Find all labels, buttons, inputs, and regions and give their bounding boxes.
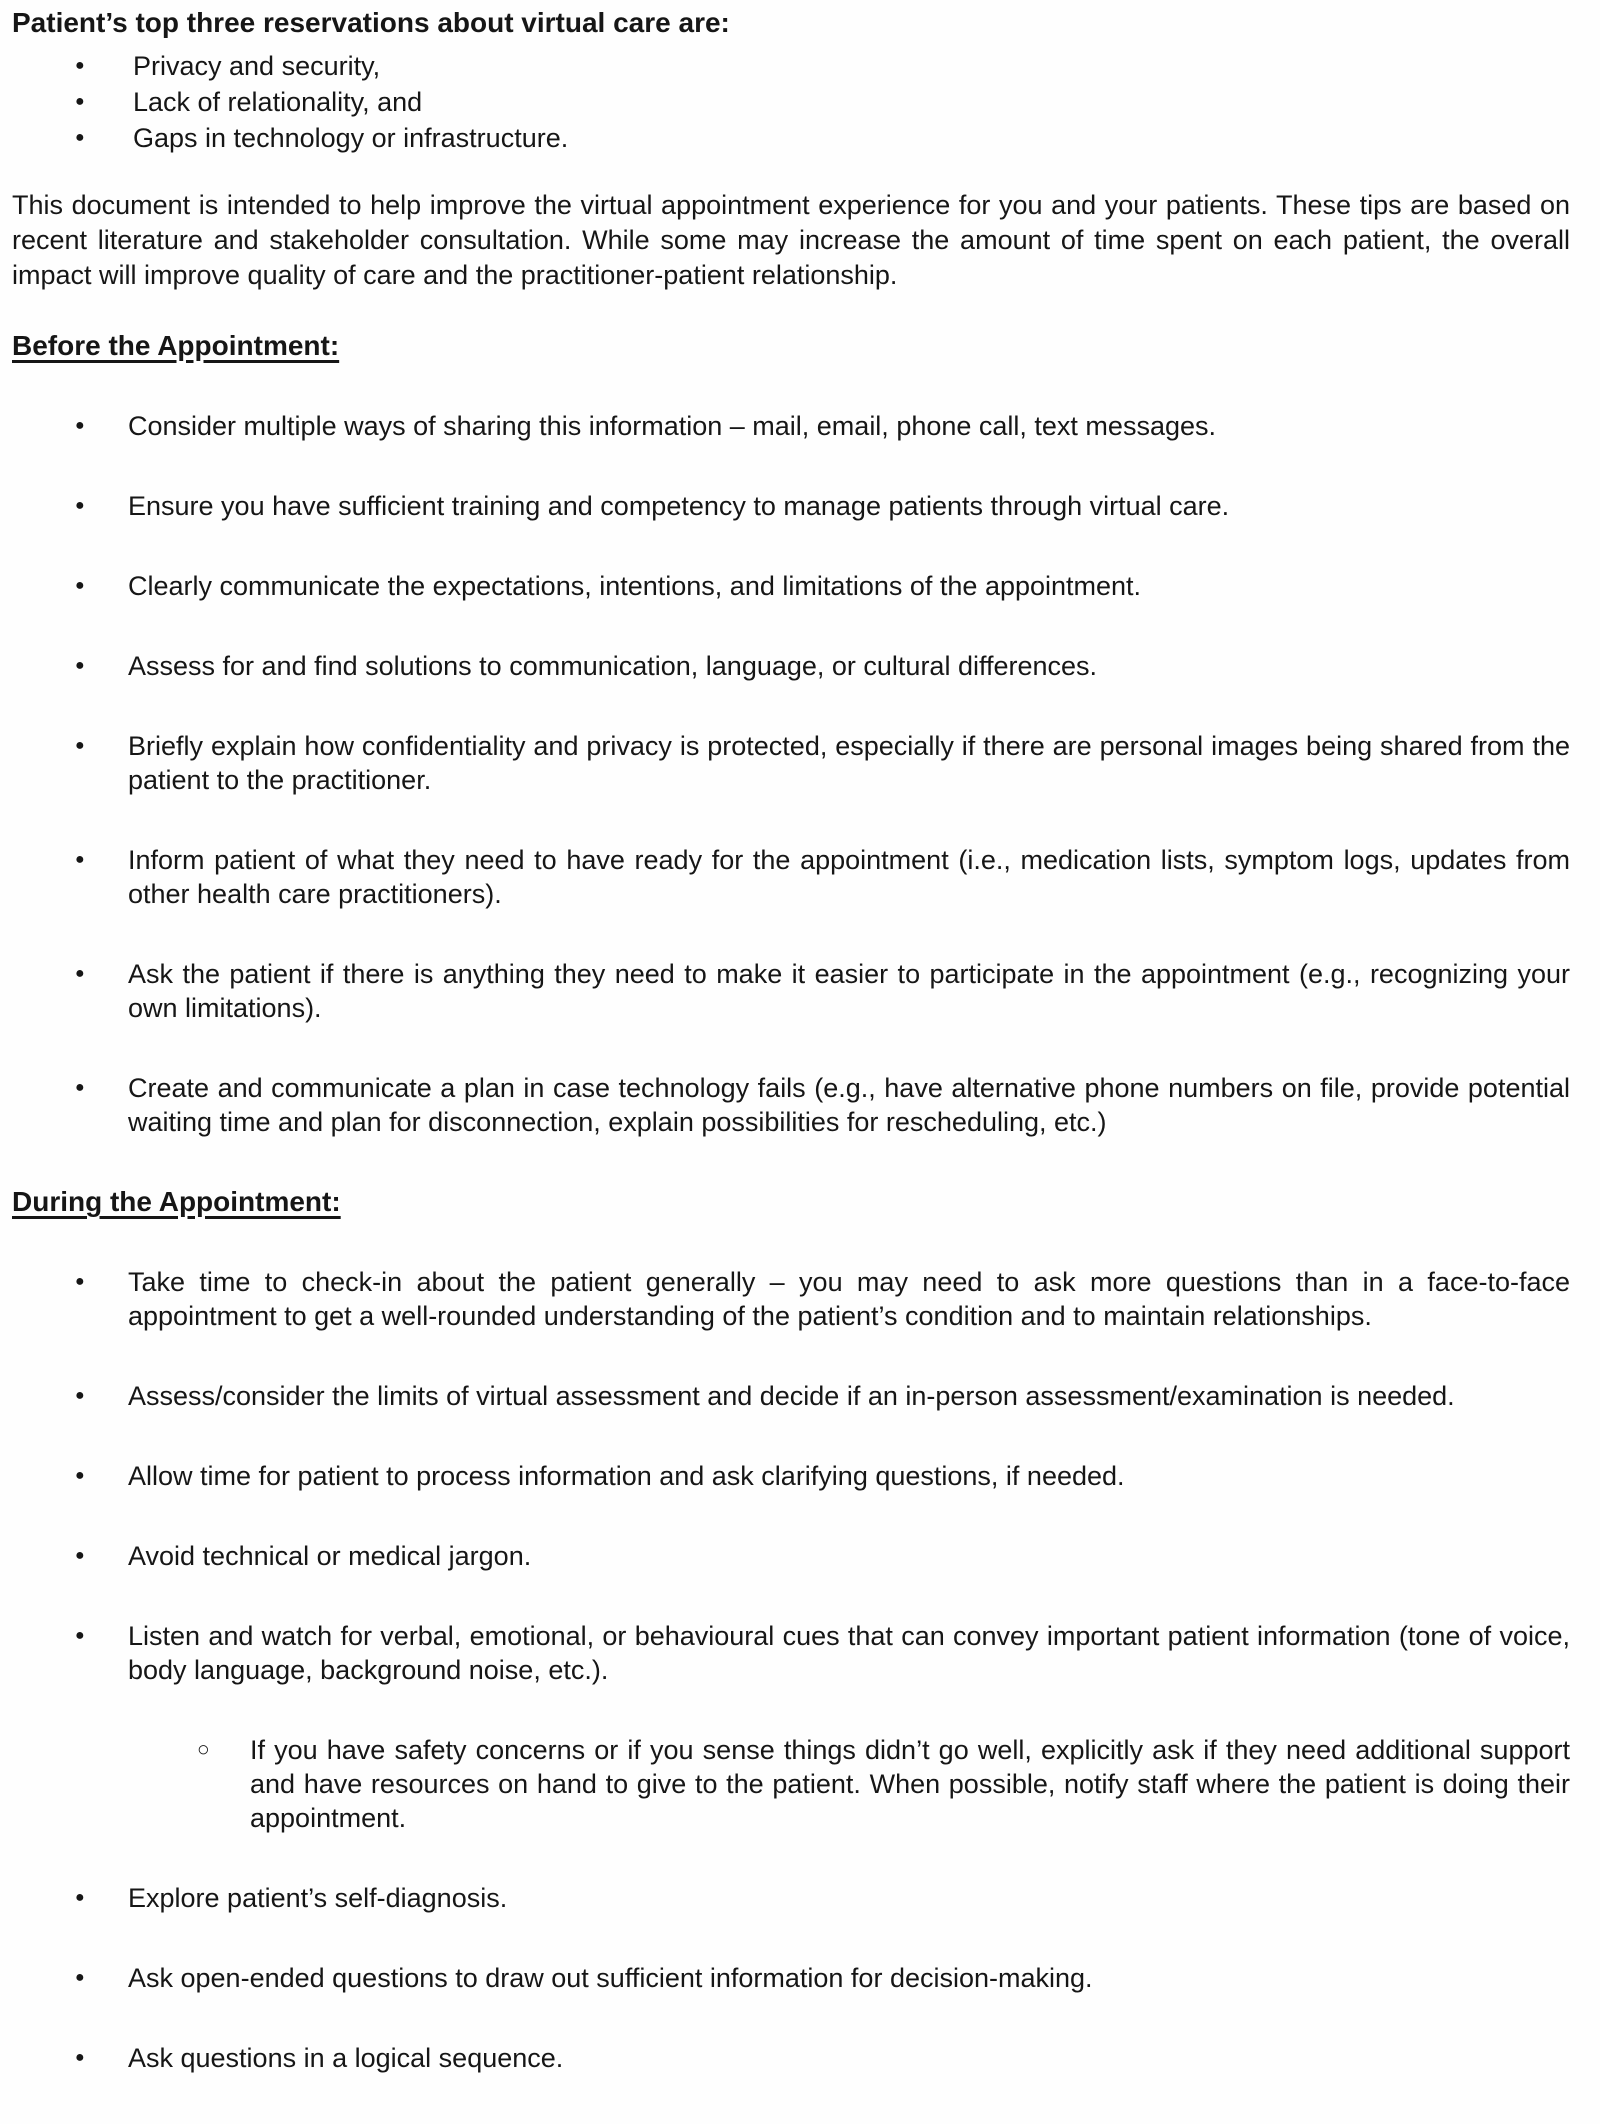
bullet-item: [12, 1071, 1570, 1139]
bullet-text: Allow time for patient to process information and ask clarifying questions, if needed.: [128, 1461, 1125, 1491]
bullet-item: [12, 1265, 1570, 1333]
sub-bullet-item: [12, 1733, 1570, 1835]
bullet-icon: ●: [75, 737, 85, 754]
intro-paragraph: This document is intended to help improve the virtual appointment experience for you and your patients. These tips are based on recent literature and stakeholder consultation. While some may increase the amount of time spent on each patient, the overall impact will improve quality of care and the practitioner-patient relationship.: [12, 190, 1570, 290]
bullet-icon: ●: [75, 577, 85, 594]
bullet-icon: ●: [75, 965, 85, 982]
bullet-item: [12, 729, 1570, 797]
bullet-item: [12, 1881, 1570, 1915]
bullet-icon: ●: [75, 851, 85, 868]
bullet-text: Assess for and find solutions to communication, language, or cultural differences.: [128, 651, 1098, 681]
bullet-icon: ●: [75, 1273, 85, 1290]
bullet-item: [12, 1539, 1570, 1573]
sub-bullet-text: If you have safety concerns or if you sense things didn’t go well, explicitly ask if they need additional support and have resources on hand to give to the patient. When possible, notify staff where the patient is doing their appointment.: [250, 1735, 1570, 1833]
intro-heading: Patient’s top three reservations about virtual care are:: [12, 7, 730, 38]
bullet-text: Ask the patient if there is anything they need to make it easier to participate in the appointment (e.g., recognizing your own limitations).: [128, 959, 1570, 1023]
bullet-item: [12, 569, 1570, 603]
bullet-icon: ●: [75, 57, 85, 74]
bullet-text: Take time to check-in about the patient generally – you may need to ask more questions than in a face-to-face appointment to get a well-rounded understanding of the patient’s condition and to maintain relationships.: [128, 1267, 1570, 1331]
bullet-item: [12, 2041, 1570, 2075]
bullet-icon: ●: [75, 657, 85, 674]
intro-bullet-item: [12, 48, 1570, 84]
bullet-item: [12, 1961, 1570, 1995]
bullet-text: Briefly explain how confidentiality and privacy is protected, especially if there are personal images being shared from the patient to the practitioner.: [128, 731, 1570, 795]
bullet-icon: ●: [75, 1547, 85, 1564]
bullet-text: Ask questions in a logical sequence.: [128, 2043, 564, 2073]
bullet-text: Assess/consider the limits of virtual assessment and decide if an in-person assessment/examination is needed.: [128, 1381, 1455, 1411]
bullet-icon: ●: [75, 417, 85, 434]
bullet-text: Avoid technical or medical jargon.: [128, 1541, 532, 1571]
intro-bullet-text: Gaps in technology or infrastructure.: [133, 123, 569, 153]
bullet-item: [12, 1619, 1570, 1687]
intro-bullet-item: [12, 120, 1570, 156]
bullet-text: Explore patient’s self-diagnosis.: [128, 1883, 508, 1913]
during-appointment-heading: [12, 1185, 1570, 1219]
intro-bullet-item: [12, 84, 1570, 120]
bullet-icon: ●: [75, 129, 85, 146]
bullet-item: [12, 409, 1570, 443]
bullet-icon: ●: [75, 1467, 85, 1484]
circle-icon: ○: [197, 1738, 210, 1761]
bullet-item: [12, 649, 1570, 683]
bullet-icon: ●: [75, 1079, 85, 1096]
bullet-text: Create and communicate a plan in case technology fails (e.g., have alternative phone numbers on file, provide potential waiting time and plan for disconnection, explain possibilities for rescheduling, etc.): [128, 1073, 1570, 1137]
intro-bullet-list: [12, 48, 1570, 156]
bullet-item: [12, 489, 1570, 523]
bullet-icon: ●: [75, 2049, 85, 2066]
bullet-icon: ●: [75, 1387, 85, 1404]
during-appointment-heading-text: During the Appointment:: [12, 1186, 341, 1217]
bullet-text: Ask open-ended questions to draw out sufficient information for decision-making.: [128, 1963, 1093, 1993]
bullet-item: [12, 843, 1570, 911]
bullet-item: [12, 957, 1570, 1025]
bullet-item: [12, 1379, 1570, 1413]
bullet-icon: ●: [75, 497, 85, 514]
bullet-icon: ●: [75, 1627, 85, 1644]
bullet-icon: ●: [75, 1889, 85, 1906]
bullet-text: Ensure you have sufficient training and competency to manage patients through virtual care.: [128, 491, 1230, 521]
bullet-icon: ●: [75, 93, 85, 110]
bullet-text: Consider multiple ways of sharing this information – mail, email, phone call, text messages.: [128, 411, 1216, 441]
bullet-text: Listen and watch for verbal, emotional, or behavioural cues that can convey important patient information (tone of voice, body language, background noise, etc.).: [128, 1621, 1570, 1685]
before-appointment-heading: [12, 329, 1570, 363]
intro-bullet-text: Lack of relationality, and: [133, 87, 423, 117]
bullet-icon: ●: [75, 1969, 85, 1986]
bullet-text: Clearly communicate the expectations, intentions, and limitations of the appointment.: [128, 571, 1142, 601]
before-appointment-heading-text: Before the Appointment:: [12, 330, 340, 361]
intro-bullet-text: Privacy and security,: [133, 51, 381, 81]
bullet-text: Inform patient of what they need to have ready for the appointment (i.e., medication lists, symptom logs, updates from other health care practitioners).: [128, 845, 1570, 909]
bullet-item: [12, 1459, 1570, 1493]
